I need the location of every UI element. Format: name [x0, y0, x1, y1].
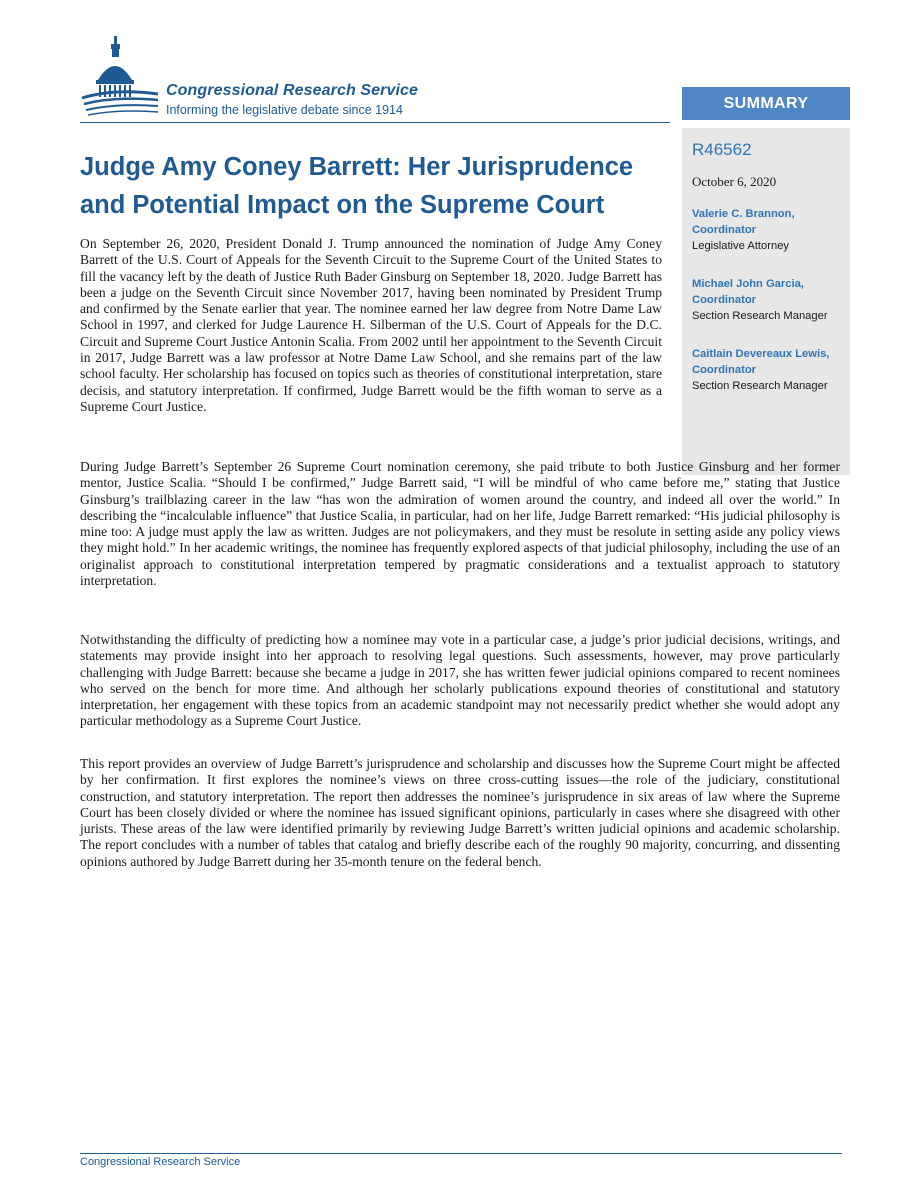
author-title: Legislative Attorney	[692, 240, 790, 252]
body-paragraph: This report provides an overview of Judge Barrett’s jurisprudence and scholarship and discusses how the Supreme Court might be affected by her confirmation. It first explores the nominee’s views on three cross-cutting issues—the role of the judiciary, constitutional construction, and statutory interpretation. The report then addresses the nominee’s jurisprudence in six areas of law where the Supreme Court has been closely divided or where the nominee has issued significant opinions, particularly in cases where she disagreed with other jurists. These areas of the law were identified primarily by reviewing Judge Barrett’s written judicial opinions and academic scholarship. The report concludes with a number of tables that catalog and briefly describe each of the roughly 90 majority, concurring, and dissenting opinions authored by Judge Barrett during her 35-month tenure on the federal bench.	[80, 756, 840, 869]
author-entry	[692, 206, 840, 254]
footer-divider	[80, 1153, 842, 1154]
author-name[interactable]: Valerie C. Brannon,	[692, 208, 795, 220]
author-role: Coordinator	[692, 364, 757, 376]
report-date: October 6, 2020	[692, 174, 777, 189]
crs-logo	[80, 36, 480, 126]
report-number: R46562	[692, 140, 752, 159]
author-title: Section Research Manager	[692, 310, 828, 322]
summary-tab: SUMMARY	[682, 87, 850, 120]
author-role: Coordinator	[692, 224, 757, 236]
body-paragraph: During Judge Barrett’s September 26 Supreme Court nomination ceremony, she paid tribute to both Justice Ginsburg and her former mentor, Justice Scalia. “Should I be confirmed,” Judge Barrett said, “I will be mindful of who came before me,” stating that Justice Ginsburg’s trailblazing career in the law “has won the admiration of women around the country, and indeed all over the world.” In describing the “incalculable influence” that Justice Scalia, in particular, had on her life, Judge Barrett remarked: “His judicial philosophy is mine too: A judge must apply the law as written. Judges are not policymakers, and they must be resolute in setting aside any policy views they might hold.” In her academic writings, the nominee has frequently explored aspects of that judicial philosophy, including the use of an originalist approach to constitutional interpretation tempered by pragmatic considerations and a textualist approach to statutory interpretation.	[80, 459, 840, 589]
author-role: Coordinator	[692, 294, 757, 306]
body-paragraph: On September 26, 2020, President Donald J. Trump announced the nomination of Judge Amy Coney Barrett of the U.S. Court of Appeals for the Seventh Circuit to the Supreme Court of the United States to fill the vacancy left by the death of Justice Ruth Bader Ginsburg on September 18, 2020. Judge Barrett has been a judge on the Seventh Circuit since November 2017, having been nominated by President Trump and confirmed by the Senate earlier that year. The nominee earned her law degree from Notre Dame Law School in 1997, and clerked for Judge Laurence H. Silberman of the U.S. Court of Appeals for the D.C. Circuit and Supreme Court Justice Antonin Scalia. From 2002 until her appointment to the Seventh Circuit in 2017, Judge Barrett was a law professor at Notre Dame Law School, and she remains part of the law school faculty. Her scholarship has focused on topics such as theories of constitutional interpretation, stare decisis, and statutory interpretation. If confirmed, Judge Barrett would be the fifth woman to serve as a Supreme Court Justice.	[80, 236, 662, 414]
org-name: Congressional Research Service	[166, 82, 419, 99]
footer-text: Congressional Research Service	[80, 1156, 241, 1168]
body-paragraph: Notwithstanding the difficulty of predicting how a nominee may vote in a particular case, a judge’s prior judicial decisions, writings, and statements may provide insight into her approach to resolving legal questions. Such assessments, however, may prove particularly challenging with Judge Barrett: because she became a judge in 2017, she has written fewer judicial opinions compared to recent nominees who served on the bench for more time. And although her scholarly publications expound theories of constitutional and statutory interpretation, her engagement with these topics from an academic standpoint may not necessarily predict whether she would adopt any particular methodology as a Supreme Court Justice.	[80, 632, 840, 729]
document-title: Judge Amy Coney Barrett: Her Jurisprudence and Potential Impact on the Supreme Court	[80, 153, 634, 219]
org-tagline: Informing the legislative debate since 1914	[166, 103, 403, 117]
capitol-dome-logo-icon	[80, 36, 160, 126]
author-entry	[692, 346, 840, 394]
summary-sidebar	[682, 128, 850, 475]
author-title: Section Research Manager	[692, 380, 828, 392]
header-divider	[80, 122, 670, 123]
author-entry	[692, 276, 840, 324]
author-name[interactable]: Caitlain Devereaux Lewis,	[692, 348, 830, 360]
author-name[interactable]: Michael John Garcia,	[692, 278, 804, 290]
